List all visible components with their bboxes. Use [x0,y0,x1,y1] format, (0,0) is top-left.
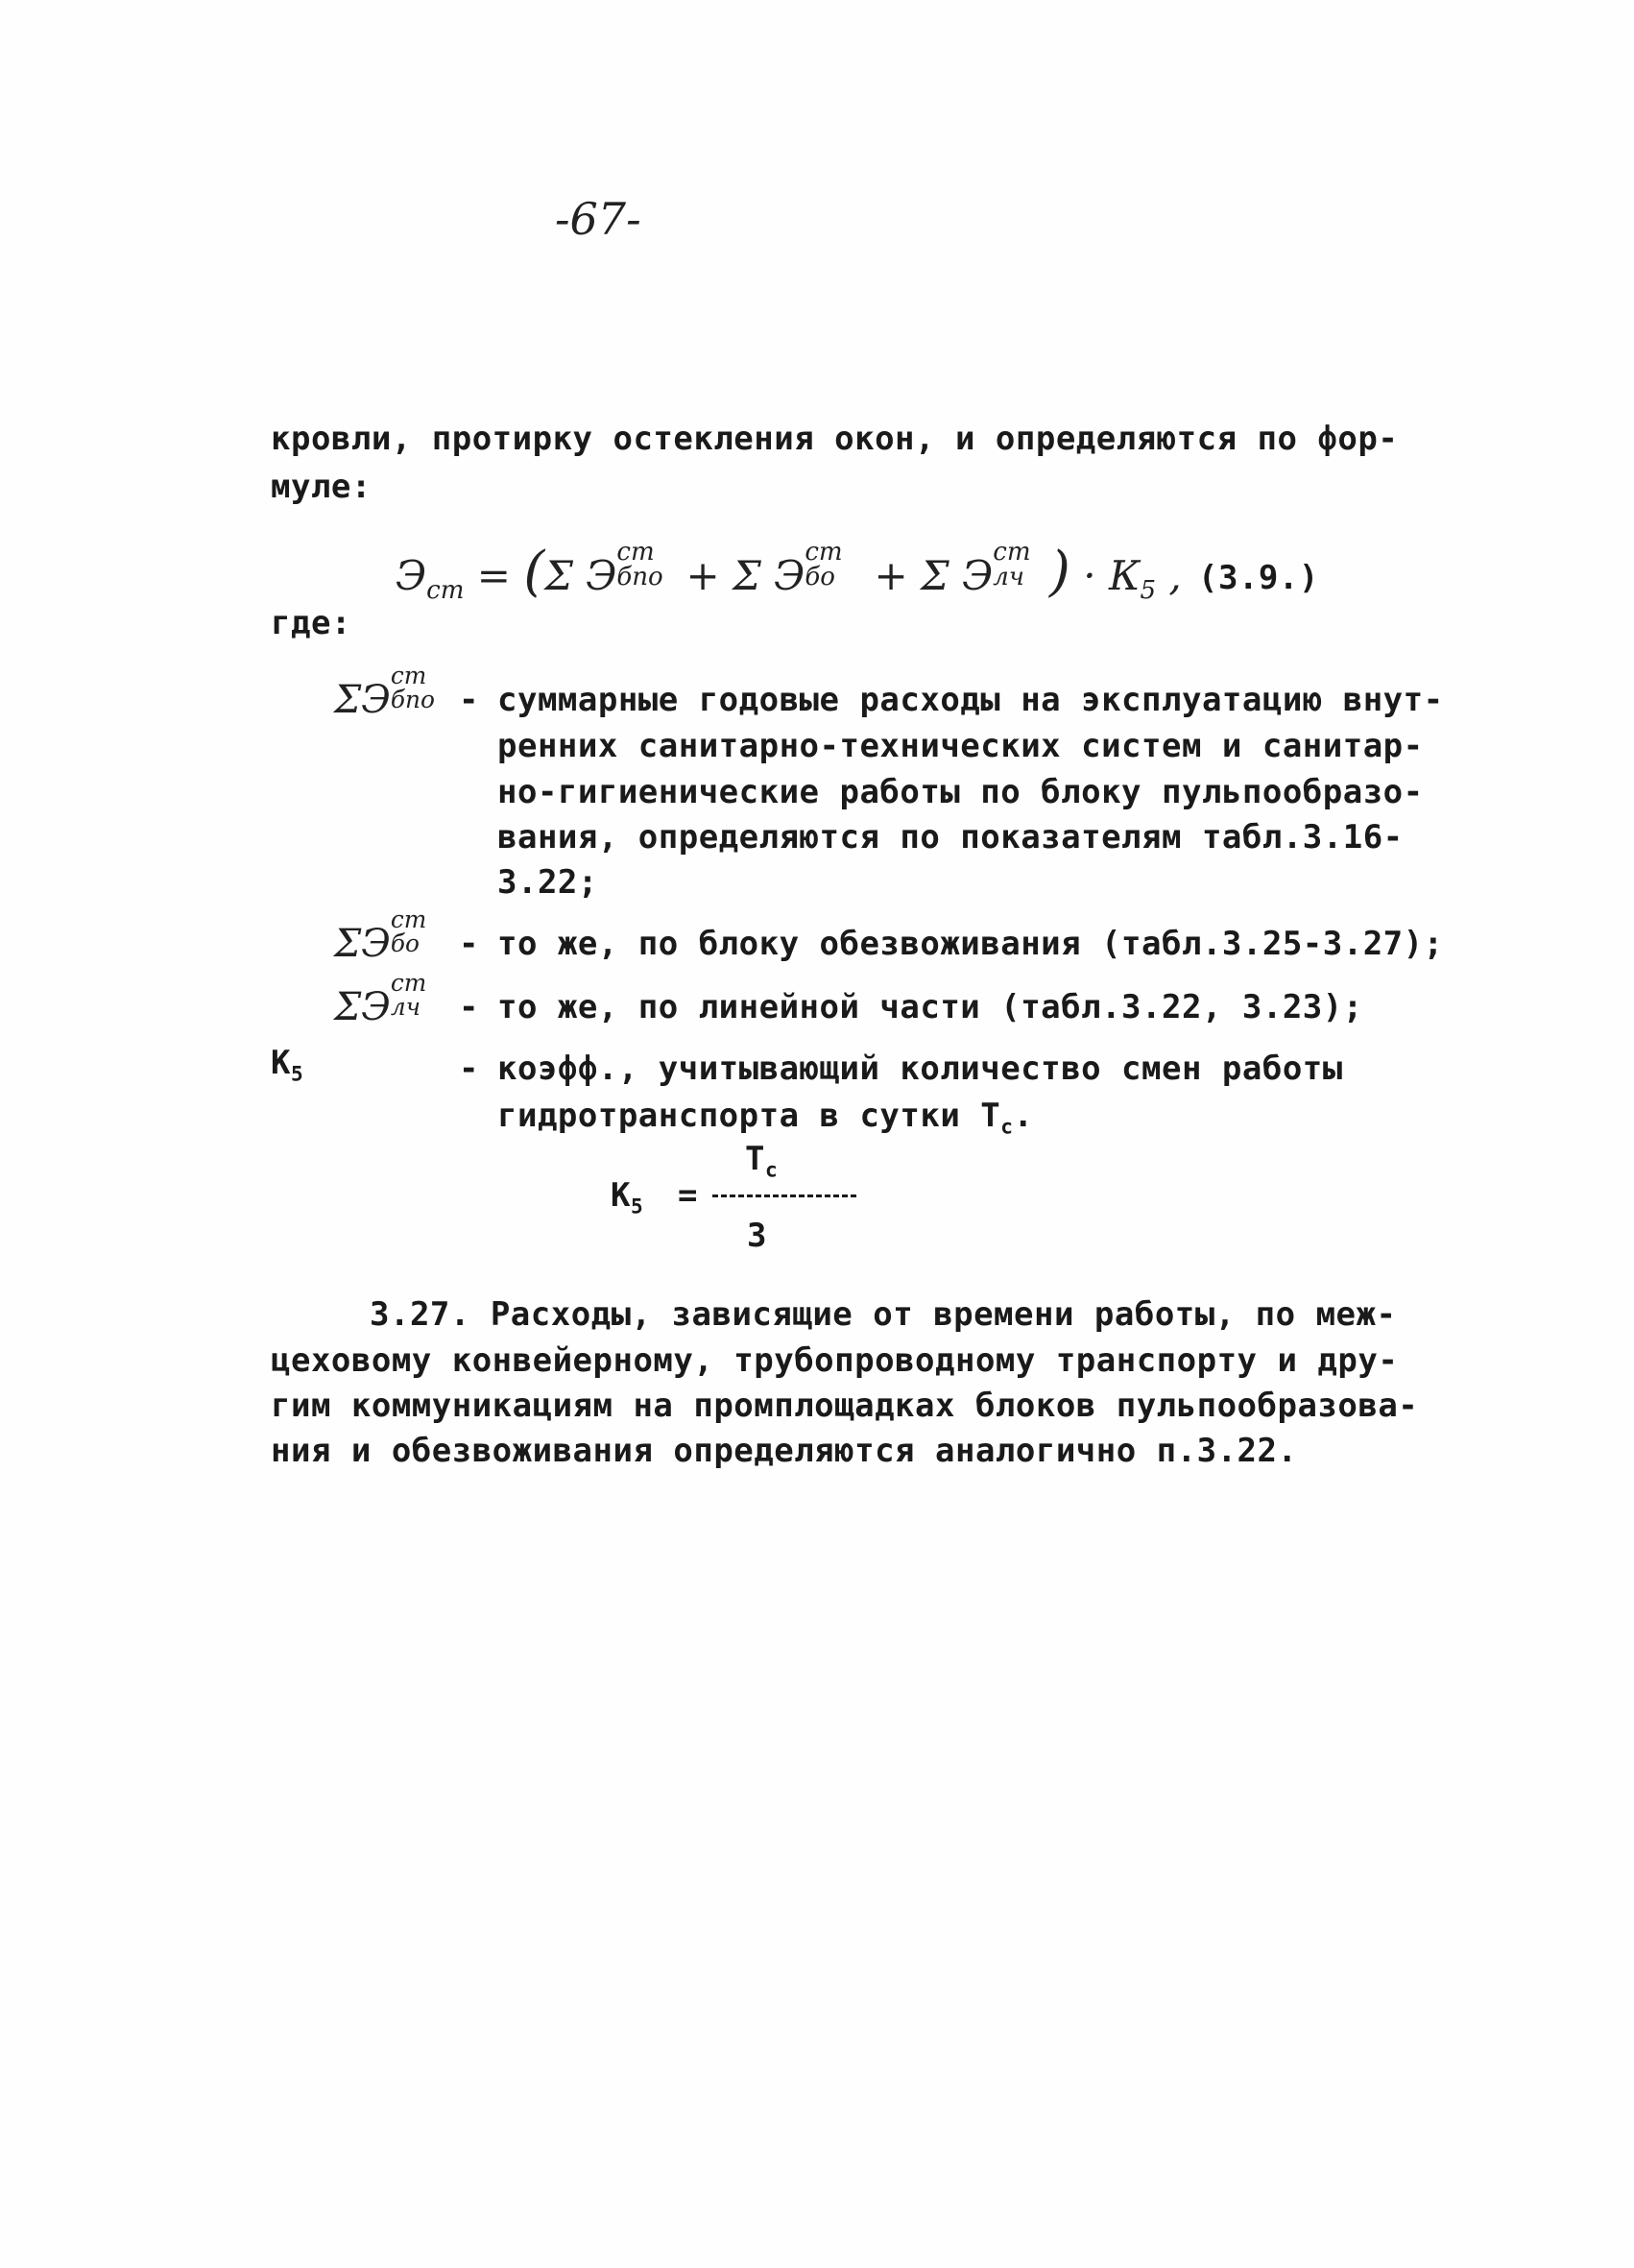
definition-2-letter: Э [361,922,391,966]
formula-number: (3.9.) [1198,559,1319,597]
definition-2-sup: ст [390,905,427,934]
k5-formula-letter: К [611,1176,631,1215]
where-label: где: [271,604,351,642]
formula-term-1-sub: бпо [616,562,663,591]
definition-1-symbol [334,662,445,722]
k5-formula-numerator-sub: с [764,1157,779,1182]
k5-line-1: коэфф., учитывающий количество смен работы [497,1050,1343,1088]
definition-2-sum: Σ [334,922,362,966]
paragraph-327-line-2: цеховому конвейерному, трубопроводному транспорту и дру- [271,1341,1399,1380]
definition-1-sub: бпо [390,686,435,714]
k5-formula-numerator-letter: Т [745,1140,765,1178]
formula-sum-3: Σ [921,552,949,599]
k5-symbol [271,1044,304,1086]
k5-line-2 [497,1097,1034,1139]
definition-1-line-3: но-гигиенические работы по блоку пульпообразо- [497,773,1424,811]
k5-formula-eq: = [678,1176,698,1215]
k5-letter: К [271,1044,291,1082]
k5-formula-sub: 5 [630,1194,644,1218]
formula-term-1: Э [586,552,617,599]
formula-term-1-sup: ст [616,537,655,567]
definition-1-line-4: вания, определяются по показателям табл.3.16- [497,818,1404,857]
k5-formula-denominator: 3 [747,1217,767,1255]
k5-dash: - [459,1050,479,1088]
definition-1-sum: Σ [334,678,362,722]
definition-3-letter: Э [361,985,391,1029]
definition-3-sum: Σ [334,985,362,1029]
formula-open: ( [523,541,545,603]
formula-eq: = [476,552,511,599]
formula-comma: , [1168,552,1182,599]
paragraph-327-line-3: гим коммуникациям на промплощадках блоков пульпообразова- [271,1387,1419,1425]
paragraph-327-line-1: 3.27. Расходы, зависящие от времени работы, по меж- [370,1295,1397,1334]
formula-term-2-sub: бо [805,562,835,591]
definition-3-sub: лч [390,993,421,1022]
formula-dot: · [1083,552,1096,599]
k5-line-2-text: гидротранспорта в сутки Т [497,1097,1001,1135]
formula-factor: К [1108,552,1141,599]
definition-3-sup: ст [390,969,427,998]
definition-3-line-1: то же, по линейной части (табл.3.22, 3.23); [497,988,1363,1026]
k5-formula-lhs [611,1176,644,1218]
formula-term-3-sub: лч [993,562,1025,591]
formula-plus-2: + [874,552,908,599]
k5-line-2-sub: с [1000,1114,1014,1139]
formula-factor-sub: 5 [1140,576,1157,606]
definition-1-dash: - [459,681,479,719]
formula-lhs: Э [396,552,427,599]
paragraph-327-line-4: ния и обезвоживания определяются аналогично п.3.22. [271,1432,1298,1470]
formula-sum-2: Σ [733,552,761,599]
definition-1-letter: Э [361,678,391,722]
formula-term-3-sup: ст [993,537,1031,567]
definition-2-dash: - [459,925,479,963]
k5-line-2-end: . [1013,1097,1034,1135]
k5-sub: 5 [290,1061,304,1086]
definition-3-symbol [334,969,445,1029]
formula-term-2: Э [774,552,805,599]
intro-line-1: кровли, протирку остекления окон, и определяются по фор- [271,420,1399,458]
definition-2-sub: бо [390,929,420,958]
page-number: -67- [555,193,641,245]
definition-1-line-1: суммарные годовые расходы на эксплуатацию внут- [497,681,1444,719]
formula-term-3: Э [962,552,994,599]
formula-close: ) [1049,541,1070,603]
definition-3-dash: - [459,988,479,1026]
definition-2-symbol [334,905,445,966]
definition-2-line-1: то же, по блоку обезвоживания (табл.3.25-3.27); [497,925,1444,963]
formula-lhs-sub: ст [426,576,465,606]
main-formula [396,537,1182,606]
formula-plus-1: + [685,552,720,599]
intro-line-2: муле: [271,468,372,506]
k5-formula-numerator [745,1140,779,1182]
definition-1-line-2: ренних санитарно-технических систем и санитар- [497,727,1424,765]
k5-fraction-bar [712,1194,856,1197]
definition-1-line-5: 3.22; [497,863,598,902]
definition-1-sup: ст [390,662,427,690]
formula-term-2-sup: ст [805,537,843,567]
formula-sum-1: Σ [544,552,573,599]
